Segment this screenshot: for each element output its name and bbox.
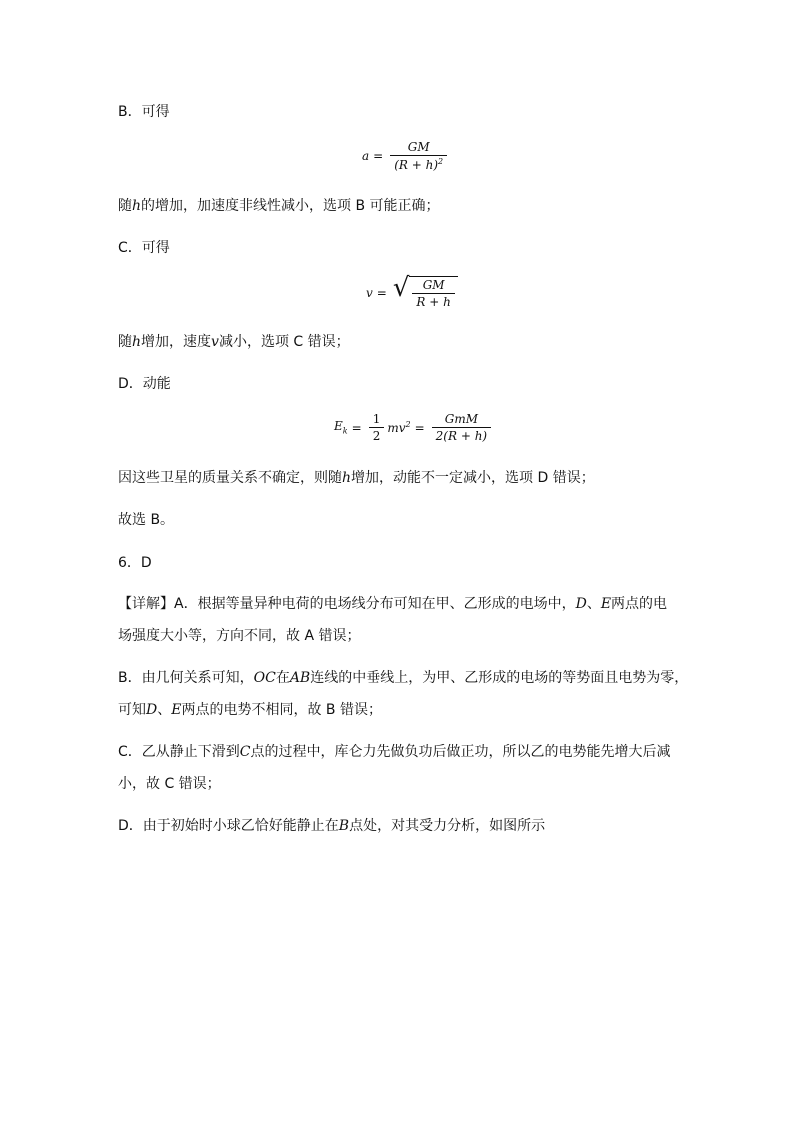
equation-velocity	[366, 273, 458, 309]
detail-a-line-1	[118, 594, 667, 614]
detail-b2-E: E	[171, 702, 182, 718]
answer-line: 故选 B。	[118, 512, 175, 528]
detail-d1-pre: D．由于初始时小球乙恰好能静止在	[118, 818, 339, 834]
detail-c-line-1	[118, 742, 671, 762]
detail-c1-C: C	[239, 744, 251, 760]
c-text-pre: 随	[118, 334, 132, 350]
detail-b2-D: D	[146, 702, 158, 718]
eq3-term-exp: 2	[405, 420, 411, 429]
eq1-lhs: a	[362, 149, 370, 163]
d-text-pre: 因这些卫星的质量关系不确定，则随	[118, 470, 342, 486]
option-d-text	[118, 468, 595, 488]
eq3-lhs	[334, 419, 348, 435]
option-b-label: B．可得	[118, 104, 170, 120]
detail-b2-post: 两点的电势不相同，故 B 错误；	[181, 702, 382, 718]
sqrt-icon: √	[392, 273, 410, 303]
eq3-half	[369, 412, 385, 443]
d-text-h: h	[342, 470, 352, 486]
detail-a1-pre: 【详解】A．根据等量异种电荷的电场线分布可知在甲、乙形成的电场中，	[118, 596, 576, 612]
c-text-v: v	[211, 334, 219, 350]
detail-a1-D: D	[575, 596, 587, 612]
b-text-post: 的增加，加速度非线性减小，选项 B 可能正确；	[141, 198, 440, 214]
eq3-lhs-sub: k	[342, 426, 348, 436]
detail-a1-sep: 、	[586, 596, 601, 612]
detail-d1-post: 点处，对其受力分析，如图所示	[349, 818, 546, 834]
eq3-equals-1: =	[351, 420, 362, 435]
c-text-h: h	[132, 334, 142, 350]
eq2-lhs: v	[366, 285, 373, 300]
eq3-equals-2: =	[414, 420, 425, 435]
eq2-radicand	[409, 276, 457, 309]
detail-b1-OC: OC	[253, 670, 276, 686]
detail-b1-AB: AB	[289, 670, 311, 686]
eq2-denominator: R + h	[412, 293, 454, 309]
eq2-equals: =	[376, 285, 387, 300]
eq3-lhs-text: E	[334, 419, 343, 434]
eq3-term	[387, 420, 410, 435]
eq3-denominator: 2(R + h)	[432, 427, 491, 443]
detail-c1-pre: C．乙从静止下滑到	[118, 744, 240, 760]
question-6-answer: 6．D	[118, 555, 152, 571]
equation-kinetic-energy	[334, 412, 494, 443]
eq3-term-text: mv	[387, 421, 406, 435]
eq2-numerator: GM	[422, 278, 445, 292]
detail-b2-sep: 、	[157, 702, 172, 718]
eq3-numerator: GmM	[444, 412, 479, 426]
eq1-den-text: (R + h)	[394, 158, 439, 172]
eq1-den-exp: 2	[438, 157, 444, 166]
option-b-text	[118, 196, 440, 216]
detail-c-line-2: 小，故 C 错误；	[118, 776, 221, 792]
detail-b2-pre: 可知	[118, 702, 146, 718]
eq1-numerator: GM	[407, 140, 430, 154]
detail-b1-post: 连线的中垂线上，为甲、乙形成的电场的等势面且电势为零，	[310, 670, 689, 686]
c-text-post: 减小，选项 C 错误；	[218, 334, 350, 350]
eq3-half-num: 1	[372, 412, 381, 426]
eq1-equals: =	[373, 149, 384, 163]
detail-d-line-1	[118, 816, 545, 836]
detail-a-line-2: 场强度大小等，方向不同，故 A 错误；	[118, 628, 361, 644]
eq2-fraction	[412, 278, 454, 309]
detail-b-line-1	[118, 668, 688, 688]
detail-a1-E: E	[600, 596, 612, 612]
eq3-fraction	[432, 412, 491, 443]
option-d-label: D．动能	[118, 376, 171, 392]
b-text-h: h	[132, 198, 142, 214]
detail-b1-mid: 在	[275, 670, 290, 686]
eq2-sqrt	[392, 273, 458, 309]
option-c-label: C．可得	[118, 240, 170, 256]
c-text-mid: 增加，速度	[141, 334, 212, 350]
eq1-denominator	[390, 155, 447, 172]
equation-acceleration	[362, 140, 450, 172]
detail-b1-pre: B．由几何关系可知，	[118, 670, 254, 686]
detail-b-line-2	[118, 700, 382, 720]
b-text-pre: 随	[118, 198, 132, 214]
eq1-fraction	[390, 140, 447, 172]
d-text-post: 增加，动能不一定减小，选项 D 错误；	[351, 470, 595, 486]
detail-a1-post: 两点的电	[611, 596, 668, 612]
detail-d1-B: B	[338, 818, 350, 834]
eq3-half-den: 2	[369, 427, 385, 443]
detail-c1-post: 点的过程中，库仑力先做负功后做正功，所以乙的电势能先增大后减	[250, 744, 671, 760]
option-c-text	[118, 332, 350, 352]
